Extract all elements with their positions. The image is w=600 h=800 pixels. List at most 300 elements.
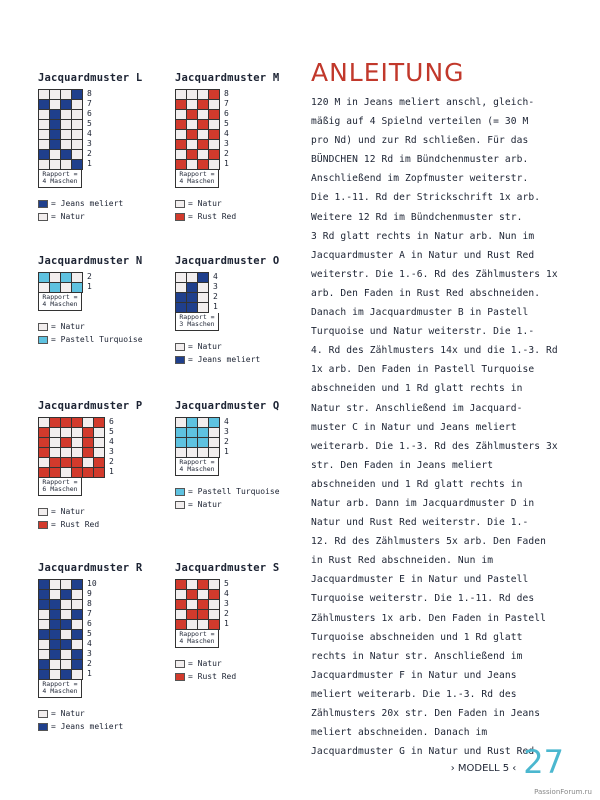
rapport-line: Rapport =: [42, 293, 78, 301]
chart-cell: [187, 590, 198, 600]
chart-row: [175, 272, 279, 313]
chart-cell: [176, 160, 187, 170]
color-swatch: [175, 343, 185, 351]
chart-cell: [50, 458, 61, 468]
chart-cell: [39, 620, 50, 630]
legend-label: = Natur: [188, 500, 222, 509]
chart-cell: [39, 468, 50, 478]
chart-cell: [198, 160, 209, 170]
row-number: 6: [87, 619, 92, 628]
color-swatch: [175, 660, 185, 668]
color-swatch: [38, 521, 48, 529]
row-numbers: [213, 272, 218, 312]
chart-cell: [72, 630, 83, 640]
row-number: 4: [87, 639, 92, 648]
chart-cell: [50, 160, 61, 170]
chart-cell: [187, 110, 198, 120]
legend-item: [38, 505, 142, 518]
legend-label: = Natur: [51, 322, 85, 331]
color-legend: [175, 197, 279, 223]
color-swatch: [175, 673, 185, 681]
chart-cell: [198, 100, 209, 110]
legend-item: [175, 353, 279, 366]
chart-cell: [39, 600, 50, 610]
color-swatch: [38, 508, 48, 516]
chart-cell: [187, 283, 198, 293]
chart-cell: [209, 140, 220, 150]
row-number: 4: [224, 589, 229, 598]
rapport-note: [38, 293, 82, 311]
chart-cell: [198, 110, 209, 120]
legend-label: = Jeans meliert: [51, 199, 124, 208]
chart-cell: [176, 130, 187, 140]
chart-cell: [61, 600, 72, 610]
chart-cell: [39, 660, 50, 670]
chart-cell: [83, 428, 94, 438]
row-number: 1: [224, 447, 229, 456]
chart-cell: [61, 90, 72, 100]
chart-title: Jacquardmuster R: [38, 562, 143, 574]
chart-cell: [176, 438, 187, 448]
chart-cell: [72, 150, 83, 160]
chart-grid: [38, 89, 83, 170]
chart-cell: [39, 650, 50, 660]
chart-row: [38, 272, 143, 293]
legend-item: [175, 210, 279, 223]
legend-label: = Pastell Turquoise: [188, 487, 280, 496]
rapport-line: 4 Maschen: [179, 177, 215, 185]
chart-cell: [39, 273, 50, 283]
legend-label: = Natur: [51, 709, 85, 718]
chart-cell: [198, 610, 209, 620]
rapport-line: Rapport =: [179, 458, 215, 466]
chart-cell: [72, 580, 83, 590]
chart-cell: [50, 630, 61, 640]
chart-cell: [61, 438, 72, 448]
chart-block-O: [175, 255, 279, 366]
chart-cell: [187, 150, 198, 160]
color-swatch: [38, 200, 48, 208]
chart-cell: [209, 418, 220, 428]
chart-cell: [72, 428, 83, 438]
color-swatch: [175, 356, 185, 364]
chart-cell: [50, 610, 61, 620]
rapport-line: Rapport =: [179, 630, 215, 638]
row-number: 2: [224, 149, 229, 158]
chart-cell: [176, 303, 187, 313]
chart-cell: [209, 150, 220, 160]
row-number: 6: [109, 417, 114, 426]
row-number: 3: [109, 447, 114, 456]
chart-cell: [176, 90, 187, 100]
chart-cell: [39, 610, 50, 620]
chart-cell: [209, 428, 220, 438]
chart-cell: [198, 273, 209, 283]
chart-cell: [176, 110, 187, 120]
chart-cell: [176, 418, 187, 428]
chart-cell: [209, 620, 220, 630]
chart-cell: [198, 90, 209, 100]
chart-title: Jacquardmuster Q: [175, 400, 280, 412]
row-numbers: [224, 579, 229, 629]
chart-cell: [61, 140, 72, 150]
legend-item: [38, 720, 142, 733]
row-numbers: [87, 89, 92, 169]
legend-label: = Natur: [188, 199, 222, 208]
article-heading: ANLEITUNG: [311, 58, 465, 87]
rapport-line: 6 Maschen: [42, 485, 78, 493]
chart-cell: [39, 590, 50, 600]
chart-cell: [94, 438, 105, 448]
chart-cell: [176, 620, 187, 630]
row-number: 1: [224, 619, 229, 628]
chart-cell: [198, 130, 209, 140]
color-legend: [38, 505, 142, 531]
chart-cell: [61, 448, 72, 458]
color-swatch: [175, 213, 185, 221]
color-swatch: [38, 213, 48, 221]
chart-cell: [83, 448, 94, 458]
chart-cell: [176, 120, 187, 130]
chart-cell: [198, 428, 209, 438]
chart-cell: [50, 640, 61, 650]
legend-label: = Rust Red: [51, 520, 100, 529]
chart-grid: [175, 89, 220, 170]
chart-cell: [209, 160, 220, 170]
chart-cell: [50, 468, 61, 478]
chart-cell: [39, 90, 50, 100]
color-legend: [38, 320, 143, 346]
row-number: 8: [87, 89, 92, 98]
color-legend: [175, 657, 279, 683]
legend-label: = Pastell Turquoise: [51, 335, 143, 344]
chart-cell: [39, 120, 50, 130]
rapport-line: Rapport =: [179, 313, 215, 321]
chart-cell: [72, 600, 83, 610]
legend-item: [175, 670, 279, 683]
chart-cell: [187, 273, 198, 283]
legend-item: [38, 333, 143, 346]
row-number: 7: [87, 609, 92, 618]
chart-cell: [72, 650, 83, 660]
chart-cell: [198, 150, 209, 160]
chart-cell: [61, 640, 72, 650]
chart-cell: [61, 273, 72, 283]
chart-cell: [187, 90, 198, 100]
color-swatch: [38, 336, 48, 344]
legend-label: = Jeans meliert: [188, 355, 261, 364]
chart-grid: [38, 417, 105, 478]
row-numbers: [224, 89, 229, 169]
chart-cell: [72, 283, 83, 293]
chart-cell: [61, 458, 72, 468]
row-number: 3: [213, 282, 218, 291]
chart-title: Jacquardmuster L: [38, 72, 143, 84]
chart-block-M: [175, 72, 279, 223]
chart-block-N: [38, 255, 143, 346]
chart-row: [38, 89, 142, 170]
chart-cell: [209, 448, 220, 458]
chart-cell: [61, 580, 72, 590]
chart-cell: [39, 640, 50, 650]
chart-cell: [198, 120, 209, 130]
chart-cell: [39, 428, 50, 438]
chart-title: Jacquardmuster O: [175, 255, 280, 267]
chart-grid: [175, 272, 209, 313]
chart-cell: [61, 150, 72, 160]
chart-cell: [61, 283, 72, 293]
page-footer: [450, 743, 564, 781]
chart-cell: [50, 670, 61, 680]
chart-cell: [39, 140, 50, 150]
rapport-note: [175, 630, 219, 648]
rapport-line: 4 Maschen: [42, 177, 78, 185]
row-number: 6: [87, 109, 92, 118]
rapport-note: [175, 458, 219, 476]
row-number: 5: [87, 629, 92, 638]
watermark: PassionForum.ru: [534, 788, 592, 796]
rapport-line: Rapport =: [42, 170, 78, 178]
rapport-note: [175, 170, 219, 188]
row-number: 4: [224, 417, 229, 426]
rapport-note: [175, 313, 219, 331]
chart-title: Jacquardmuster M: [175, 72, 280, 84]
chart-cell: [176, 140, 187, 150]
instructions-article: [311, 56, 581, 761]
chart-cell: [39, 448, 50, 458]
color-legend: [38, 197, 142, 223]
chart-cell: [187, 428, 198, 438]
color-swatch: [38, 323, 48, 331]
chart-cell: [39, 580, 50, 590]
chart-cell: [72, 120, 83, 130]
chart-cell: [198, 580, 209, 590]
chart-cell: [187, 140, 198, 150]
row-number: 5: [109, 427, 114, 436]
chart-cell: [50, 150, 61, 160]
chart-cell: [209, 130, 220, 140]
chart-grid: [38, 272, 83, 293]
chart-row: [175, 579, 279, 630]
chart-cell: [72, 418, 83, 428]
legend-item: [175, 340, 279, 353]
rapport-line: 4 Maschen: [179, 465, 215, 473]
chart-grid: [175, 579, 220, 630]
color-swatch: [175, 200, 185, 208]
chart-cell: [72, 438, 83, 448]
chart-cell: [61, 630, 72, 640]
chart-cell: [187, 620, 198, 630]
chart-cell: [61, 160, 72, 170]
chart-cell: [209, 120, 220, 130]
chart-cell: [176, 293, 187, 303]
rapport-line: Rapport =: [42, 680, 78, 688]
row-number: 1: [213, 302, 218, 311]
chart-cell: [39, 100, 50, 110]
chart-cell: [50, 580, 61, 590]
row-number: 1: [87, 669, 92, 678]
chart-cell: [39, 150, 50, 160]
chart-cell: [61, 130, 72, 140]
legend-label: = Natur: [188, 342, 222, 351]
chart-cell: [50, 273, 61, 283]
chart-cell: [50, 590, 61, 600]
chart-cell: [50, 283, 61, 293]
chart-cell: [72, 610, 83, 620]
chart-cell: [61, 590, 72, 600]
chart-cell: [209, 590, 220, 600]
chart-cell: [50, 438, 61, 448]
chart-cell: [50, 418, 61, 428]
chart-title: Jacquardmuster P: [38, 400, 143, 412]
chart-cell: [176, 273, 187, 283]
chart-cell: [94, 448, 105, 458]
row-number: 2: [224, 609, 229, 618]
chart-cell: [50, 660, 61, 670]
chart-cell: [209, 438, 220, 448]
chart-cell: [72, 130, 83, 140]
chart-row: [38, 579, 142, 680]
chart-row: [175, 89, 279, 170]
row-number: 4: [224, 129, 229, 138]
chart-cell: [72, 620, 83, 630]
row-number: 2: [87, 149, 92, 158]
chart-row: [175, 417, 280, 458]
article-body: 120 M in Jeans meliert anschl, gleich- mäßig auf 4 Spielnd verteilen (= 30 M pro Nd) und zur Rd schließen. Für das BÜNDCHEN 12 Rd im Bündchenmuster arb. Anschließend im Zopfmuster weiterstr. Die 1.-11. Rd der Strickschrift 1x arb. Weitere 12 Rd im Bündchenmuster str. 3 Rd glatt rechts in Natur arb. Nun im Jacquardmuster A in Natur und Rust Red weiterstr. Die 1.-6. Rd des Zählmusters 1x arb. Den Faden in Rust Red abschneiden. Danach im Jacquardmuster B in Pastell Turquoise und Natur weiterstr. Die 1.- 4. Rd des Zählmusters 14x und die 1.-3. Rd 1x arb. Den Faden in Pastell Turquoise abschneiden und 1 Rd glatt rechts in Natur str. Anschließend im Jacquard- muster C in Natur und Jeans meliert weiterarb. Die 1.-3. Rd des Zählmusters 3x str. Den Faden in Jeans meliert abschneiden und 1 Rd glatt rechts in Natur arb. Dann im Jacquardmuster D in Natur und Rust Red weiterstr. Die 1.- 12. Rd des Zählmusters 5x arb. Den Faden in Rust Red abschneiden. Nun im Jacquardmuster E in Natur und Pastell Turquoise weiterstr. Die 1.-11. Rd des Zählmusters 1x arb. Den Faden in Pastell Turquoise abschneiden und 1 Rd glatt rechts in Natur str. Anschließend im Jacquardmuster F in Natur und Jeans meliert weiterarb. Die 1.-3. Rd des Zählmusters 20x str. Den Faden in Jeans meliert abschneiden. Danach im Jacquardmuster G in Natur und Rust Red: [311, 97, 558, 758]
legend-item: [175, 657, 279, 670]
chart-cell: [187, 418, 198, 428]
rapport-line: Rapport =: [179, 170, 215, 178]
chart-cell: [72, 160, 83, 170]
row-number: 5: [224, 579, 229, 588]
chart-cell: [176, 283, 187, 293]
chart-cell: [61, 110, 72, 120]
chart-cell: [198, 293, 209, 303]
chart-cell: [50, 140, 61, 150]
rapport-line: 4 Maschen: [179, 637, 215, 645]
legend-label: = Jeans meliert: [51, 722, 124, 731]
chart-cell: [39, 438, 50, 448]
chart-cell: [176, 100, 187, 110]
legend-item: [175, 197, 279, 210]
chart-cell: [187, 580, 198, 590]
row-number: 1: [224, 159, 229, 168]
chart-cell: [94, 428, 105, 438]
chart-cell: [61, 418, 72, 428]
chart-cell: [83, 458, 94, 468]
rapport-note: [38, 170, 82, 188]
chart-cell: [94, 468, 105, 478]
chart-cell: [61, 620, 72, 630]
footer-model-label: › MODELL 5 ‹: [450, 763, 517, 774]
page-number: 27: [523, 743, 564, 781]
chart-cell: [72, 110, 83, 120]
chart-cell: [176, 580, 187, 590]
chart-cell: [61, 660, 72, 670]
chart-cell: [83, 418, 94, 428]
rapport-note: [38, 680, 82, 698]
row-number: 1: [109, 467, 114, 476]
chart-cell: [187, 160, 198, 170]
legend-label: = Rust Red: [188, 212, 237, 221]
chart-cell: [39, 458, 50, 468]
chart-cell: [50, 600, 61, 610]
chart-cell: [187, 100, 198, 110]
chart-cell: [50, 90, 61, 100]
chart-block-Q: [175, 400, 280, 511]
chart-title: Jacquardmuster S: [175, 562, 280, 574]
chart-cell: [198, 448, 209, 458]
chart-cell: [72, 140, 83, 150]
color-legend: [175, 340, 279, 366]
chart-cell: [209, 90, 220, 100]
row-numbers: [109, 417, 114, 477]
color-swatch: [175, 488, 185, 496]
chart-cell: [187, 610, 198, 620]
legend-label: = Natur: [51, 507, 85, 516]
legend-item: [175, 485, 280, 498]
chart-cell: [187, 120, 198, 130]
chart-grid: [38, 579, 83, 680]
chart-cell: [83, 468, 94, 478]
chart-block-L: [38, 72, 142, 223]
chart-cell: [50, 110, 61, 120]
chart-cell: [39, 160, 50, 170]
chart-cell: [198, 600, 209, 610]
legend-item: [38, 707, 142, 720]
chart-cell: [39, 418, 50, 428]
chart-cell: [61, 650, 72, 660]
row-number: 2: [213, 292, 218, 301]
chart-cell: [61, 610, 72, 620]
color-legend: [175, 485, 280, 511]
chart-cell: [209, 110, 220, 120]
chart-cell: [72, 100, 83, 110]
chart-cell: [198, 438, 209, 448]
row-numbers: [87, 272, 92, 292]
legend-item: [38, 320, 143, 333]
rapport-note: [38, 478, 82, 496]
chart-cell: [187, 438, 198, 448]
chart-cell: [72, 468, 83, 478]
row-number: 8: [87, 599, 92, 608]
row-number: 6: [224, 109, 229, 118]
chart-cell: [176, 448, 187, 458]
chart-cell: [209, 610, 220, 620]
row-number: 10: [87, 579, 97, 588]
chart-cell: [198, 418, 209, 428]
rapport-line: Rapport =: [42, 478, 78, 486]
chart-cell: [209, 580, 220, 590]
chart-cell: [39, 283, 50, 293]
row-number: 2: [87, 659, 92, 668]
chart-title: Jacquardmuster N: [38, 255, 143, 267]
color-swatch: [38, 710, 48, 718]
chart-cell: [72, 640, 83, 650]
chart-block-R: [38, 562, 142, 733]
row-number: 8: [224, 89, 229, 98]
chart-cell: [198, 590, 209, 600]
chart-cell: [72, 448, 83, 458]
legend-item: [175, 498, 280, 511]
legend-label: = Natur: [188, 659, 222, 668]
row-number: 3: [224, 599, 229, 608]
row-number: 5: [224, 119, 229, 128]
chart-cell: [50, 448, 61, 458]
row-number: 2: [87, 272, 92, 281]
chart-block-S: [175, 562, 279, 683]
chart-cell: [176, 428, 187, 438]
